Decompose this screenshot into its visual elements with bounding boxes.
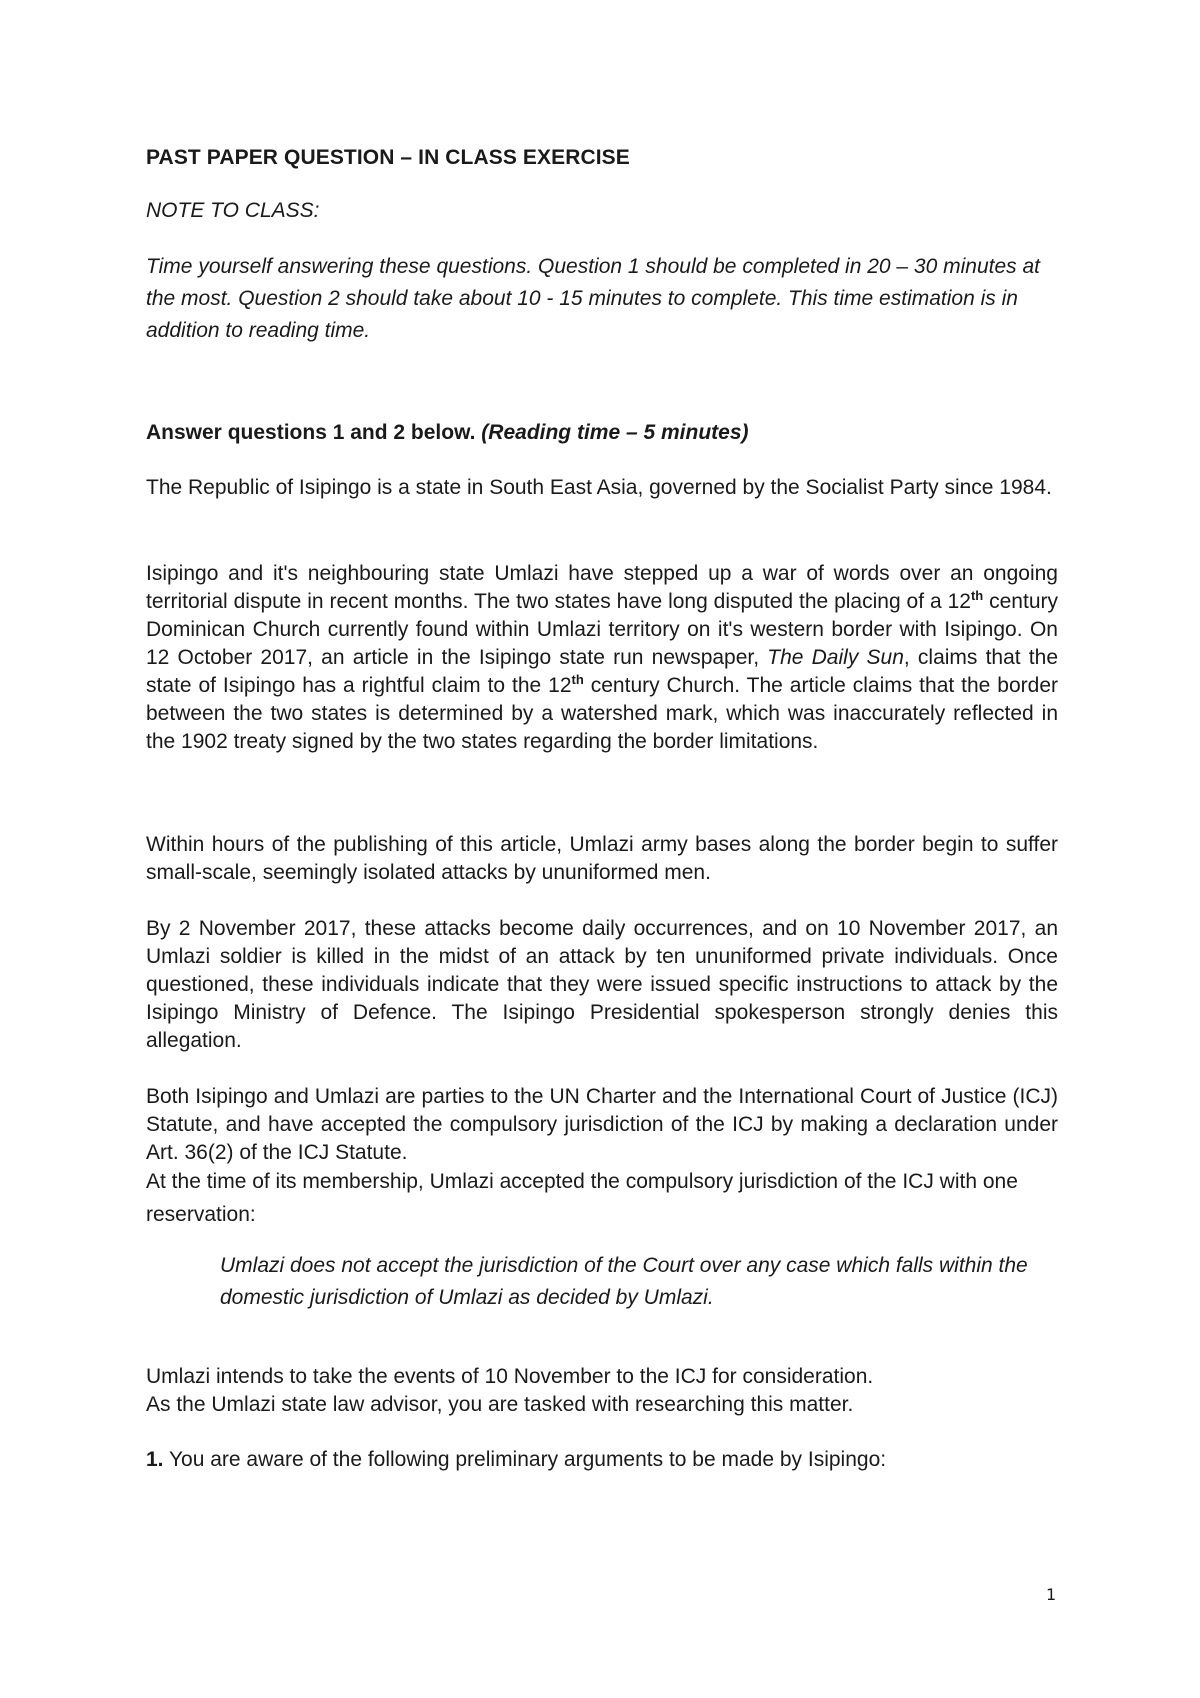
note-text: Time yourself answering these questions. Question 1 should be completed in 20 – 30 minutes at the most. Question 2 should take about 10 - 15 minutes to complete. This time estimation is in addition to reading time. <box>146 255 1040 342</box>
page-number: 1 <box>1046 1585 1057 1604</box>
paragraph-2-part-b: century Dominican Church currently found within Umlazi territory on it's western border with Isipingo. On 12 October 2017, an article in the Isipingo state run newspaper, <box>146 590 1058 669</box>
question-number: 1. <box>146 1448 164 1471</box>
paragraph-6: At the time of its membership, Umlazi accepted the compulsory jurisdiction of the ICJ with one reservation: <box>146 1170 1018 1226</box>
paragraph-7-line-1: Umlazi intends to take the events of 10 November to the ICJ for consideration. <box>146 1365 874 1388</box>
answer-heading-bold: Answer questions 1 and 2 below. <box>146 421 482 444</box>
note-heading: NOTE TO CLASS: <box>146 199 320 222</box>
paragraph-2-part-d: century Church. The article claims that the border between the two states is determined by a watershed mark, which was inaccurately reflected in the 1902 treaty signed by the two states regarding the border limitations. <box>146 674 1058 753</box>
paragraph-2-part-c: , claims that the state of Isipingo has a rightful claim to the 12 <box>146 646 1058 697</box>
paragraph-4: By 2 November 2017, these attacks become daily occurrences, and on 10 November 2017, an Umlazi soldier is killed in the midst of an attack by ten ununiformed private individuals. Once questioned, these individuals indicate that they were issued specific instructions to attack by the Isipingo Ministry of Defence. The Isipingo Presidential spokesperson strongly denies this allegation. <box>146 917 1058 1052</box>
paragraph-5: Both Isipingo and Umlazi are parties to the UN Charter and the International Court of Justice (ICJ) Statute, and have accepted the compulsory jurisdiction of the ICJ by making a declaration under Art. 36(2) of the ICJ Statute. <box>146 1085 1058 1164</box>
newspaper-name: The Daily Sun <box>767 646 904 669</box>
document-title: PAST PAPER QUESTION – IN CLASS EXERCISE <box>146 146 630 169</box>
paragraph-2-part-a: Isipingo and it's neighbouring state Umlazi have stepped up a war of words over an ongoing territorial dispute in recent months. The two states have long disputed the placing of a 12 <box>146 562 1058 613</box>
paragraph-3: Within hours of the publishing of this article, Umlazi army bases along the border begin to suffer small-scale, seemingly isolated attacks by ununiformed men. <box>146 833 1058 884</box>
reservation-quote: Umlazi does not accept the jurisdiction of the Court over any case which falls within the domestic jurisdiction of Umlazi as decided by Umlazi. <box>220 1254 1028 1309</box>
reading-time: (Reading time – 5 minutes) <box>481 421 749 444</box>
paragraph-2 <box>146 560 1058 756</box>
paragraph-1: The Republic of Isipingo is a state in South East Asia, governed by the Socialist Party since 1984. <box>146 476 1052 499</box>
superscript-th: th <box>571 672 584 687</box>
answer-heading <box>146 421 749 445</box>
question-1-text: You are aware of the following preliminary arguments to be made by Isipingo: <box>163 1448 887 1471</box>
question-1 <box>146 1448 1058 1472</box>
paragraph-7 <box>146 1363 1058 1419</box>
superscript-th: th <box>970 588 984 603</box>
paragraph-7-line-2: As the Umlazi state law advisor, you are tasked with researching this matter. <box>146 1393 854 1416</box>
